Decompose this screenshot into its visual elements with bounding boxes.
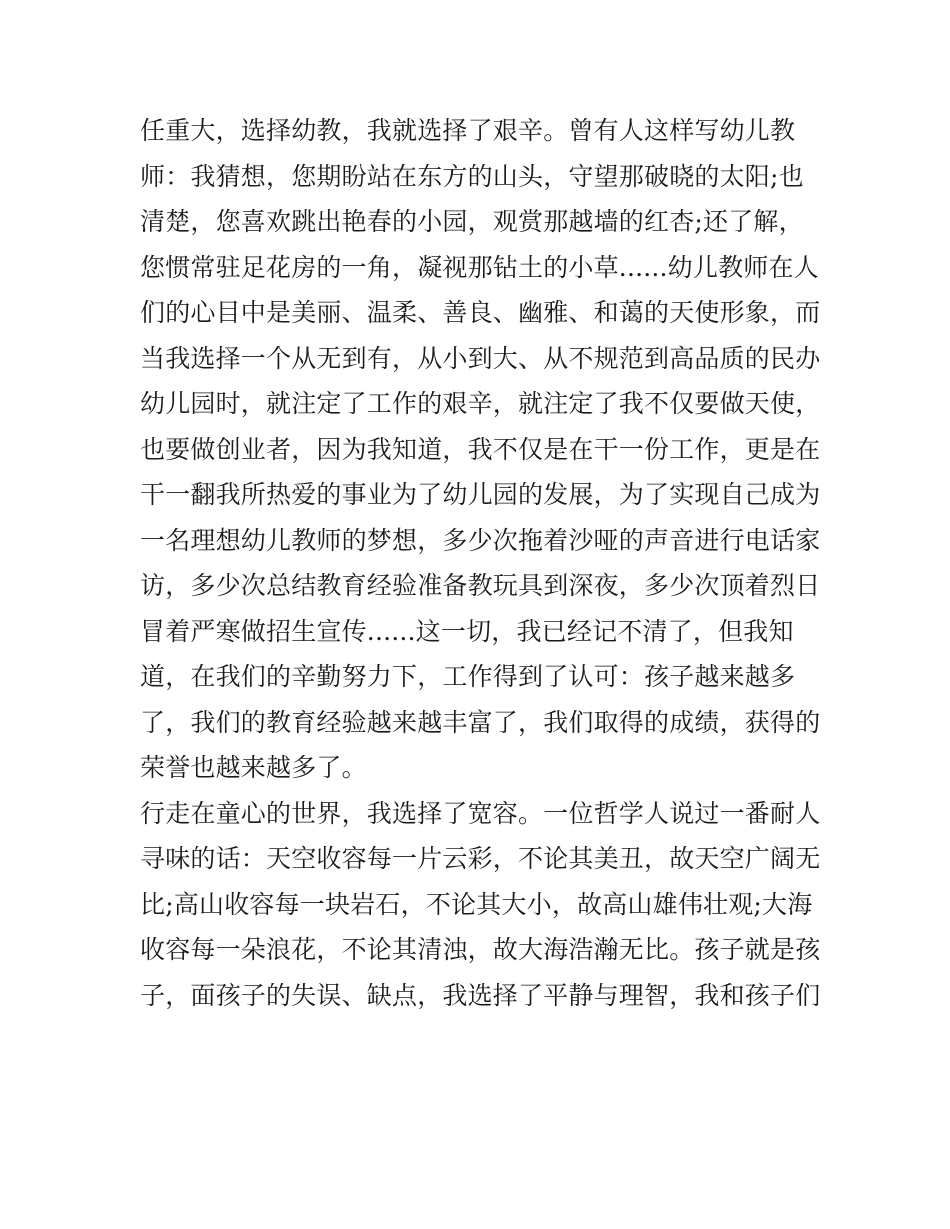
text-line: 子，面孩子的失误、缺点，我选择了平静与理智，我和孩子们 bbox=[140, 980, 821, 1010]
text-line: 行走在童心的世界，我选择了宽容。一位哲学人说过一番耐人 bbox=[140, 798, 821, 828]
text-line: 访，多少次总结教育经验准备教玩具到深夜，多少次顶着烈日 bbox=[140, 571, 821, 600]
text-line: 一名理想幼儿教师的梦想，多少次拖着沙哑的声音进行电话家 bbox=[140, 525, 821, 555]
body-text bbox=[140, 108, 820, 1018]
text-line: 寻味的话：天空收容每一片云彩，不论其美丑，故天空广阔无 bbox=[140, 844, 821, 873]
text-line: 任重大，选择幼教，我就选择了艰辛。曾有人这样写幼儿教 bbox=[140, 116, 796, 145]
text-line: 清楚，您喜欢跳出艳春的小园，观赏那越墙的红杏;还了解， bbox=[140, 207, 804, 236]
text-line: 们的心目中是美丽、温柔、善良、幽雅、和蔼的天使形象，而 bbox=[140, 298, 821, 327]
text-line: 收容每一朵浪花，不论其清浊，故大海浩瀚无比。孩子就是孩 bbox=[140, 935, 821, 964]
text-line: 冒着严寒做招生宣传......这一切，我已经记不清了，但我知 bbox=[140, 616, 794, 646]
text-line: 了，我们的教育经验越来越丰富了，我们取得的成绩，获得的 bbox=[140, 707, 821, 737]
text-line: 也要做创业者，因为我知道，我不仅是在干一份工作，更是在 bbox=[140, 434, 821, 464]
text-line: 荣誉也越来越多了。 bbox=[140, 753, 367, 782]
text-line: 幼儿园时，就注定了工作的艰辛，就注定了我不仅要做天使， bbox=[140, 389, 821, 418]
text-line: 干一翻我所热爱的事业为了幼儿园的发展，为了实现自己成为 bbox=[140, 480, 821, 509]
text-line: 道，在我们的辛勤努力下，工作得到了认可：孩子越来越多 bbox=[140, 662, 796, 691]
text-line: 师：我猜想，您期盼站在东方的山头，守望那破晓的太阳;也 bbox=[140, 161, 804, 191]
text-line: 比;高山收容每一块岩石，不论其大小，故高山雄伟壮观;大海 bbox=[140, 889, 813, 919]
text-line: 您惯常驻足花房的一角，凝视那钻土的小草......幼儿教师在人 bbox=[140, 252, 819, 282]
text-line: 当我选择一个从无到有，从小到大、从不规范到高品质的民办 bbox=[140, 343, 821, 373]
